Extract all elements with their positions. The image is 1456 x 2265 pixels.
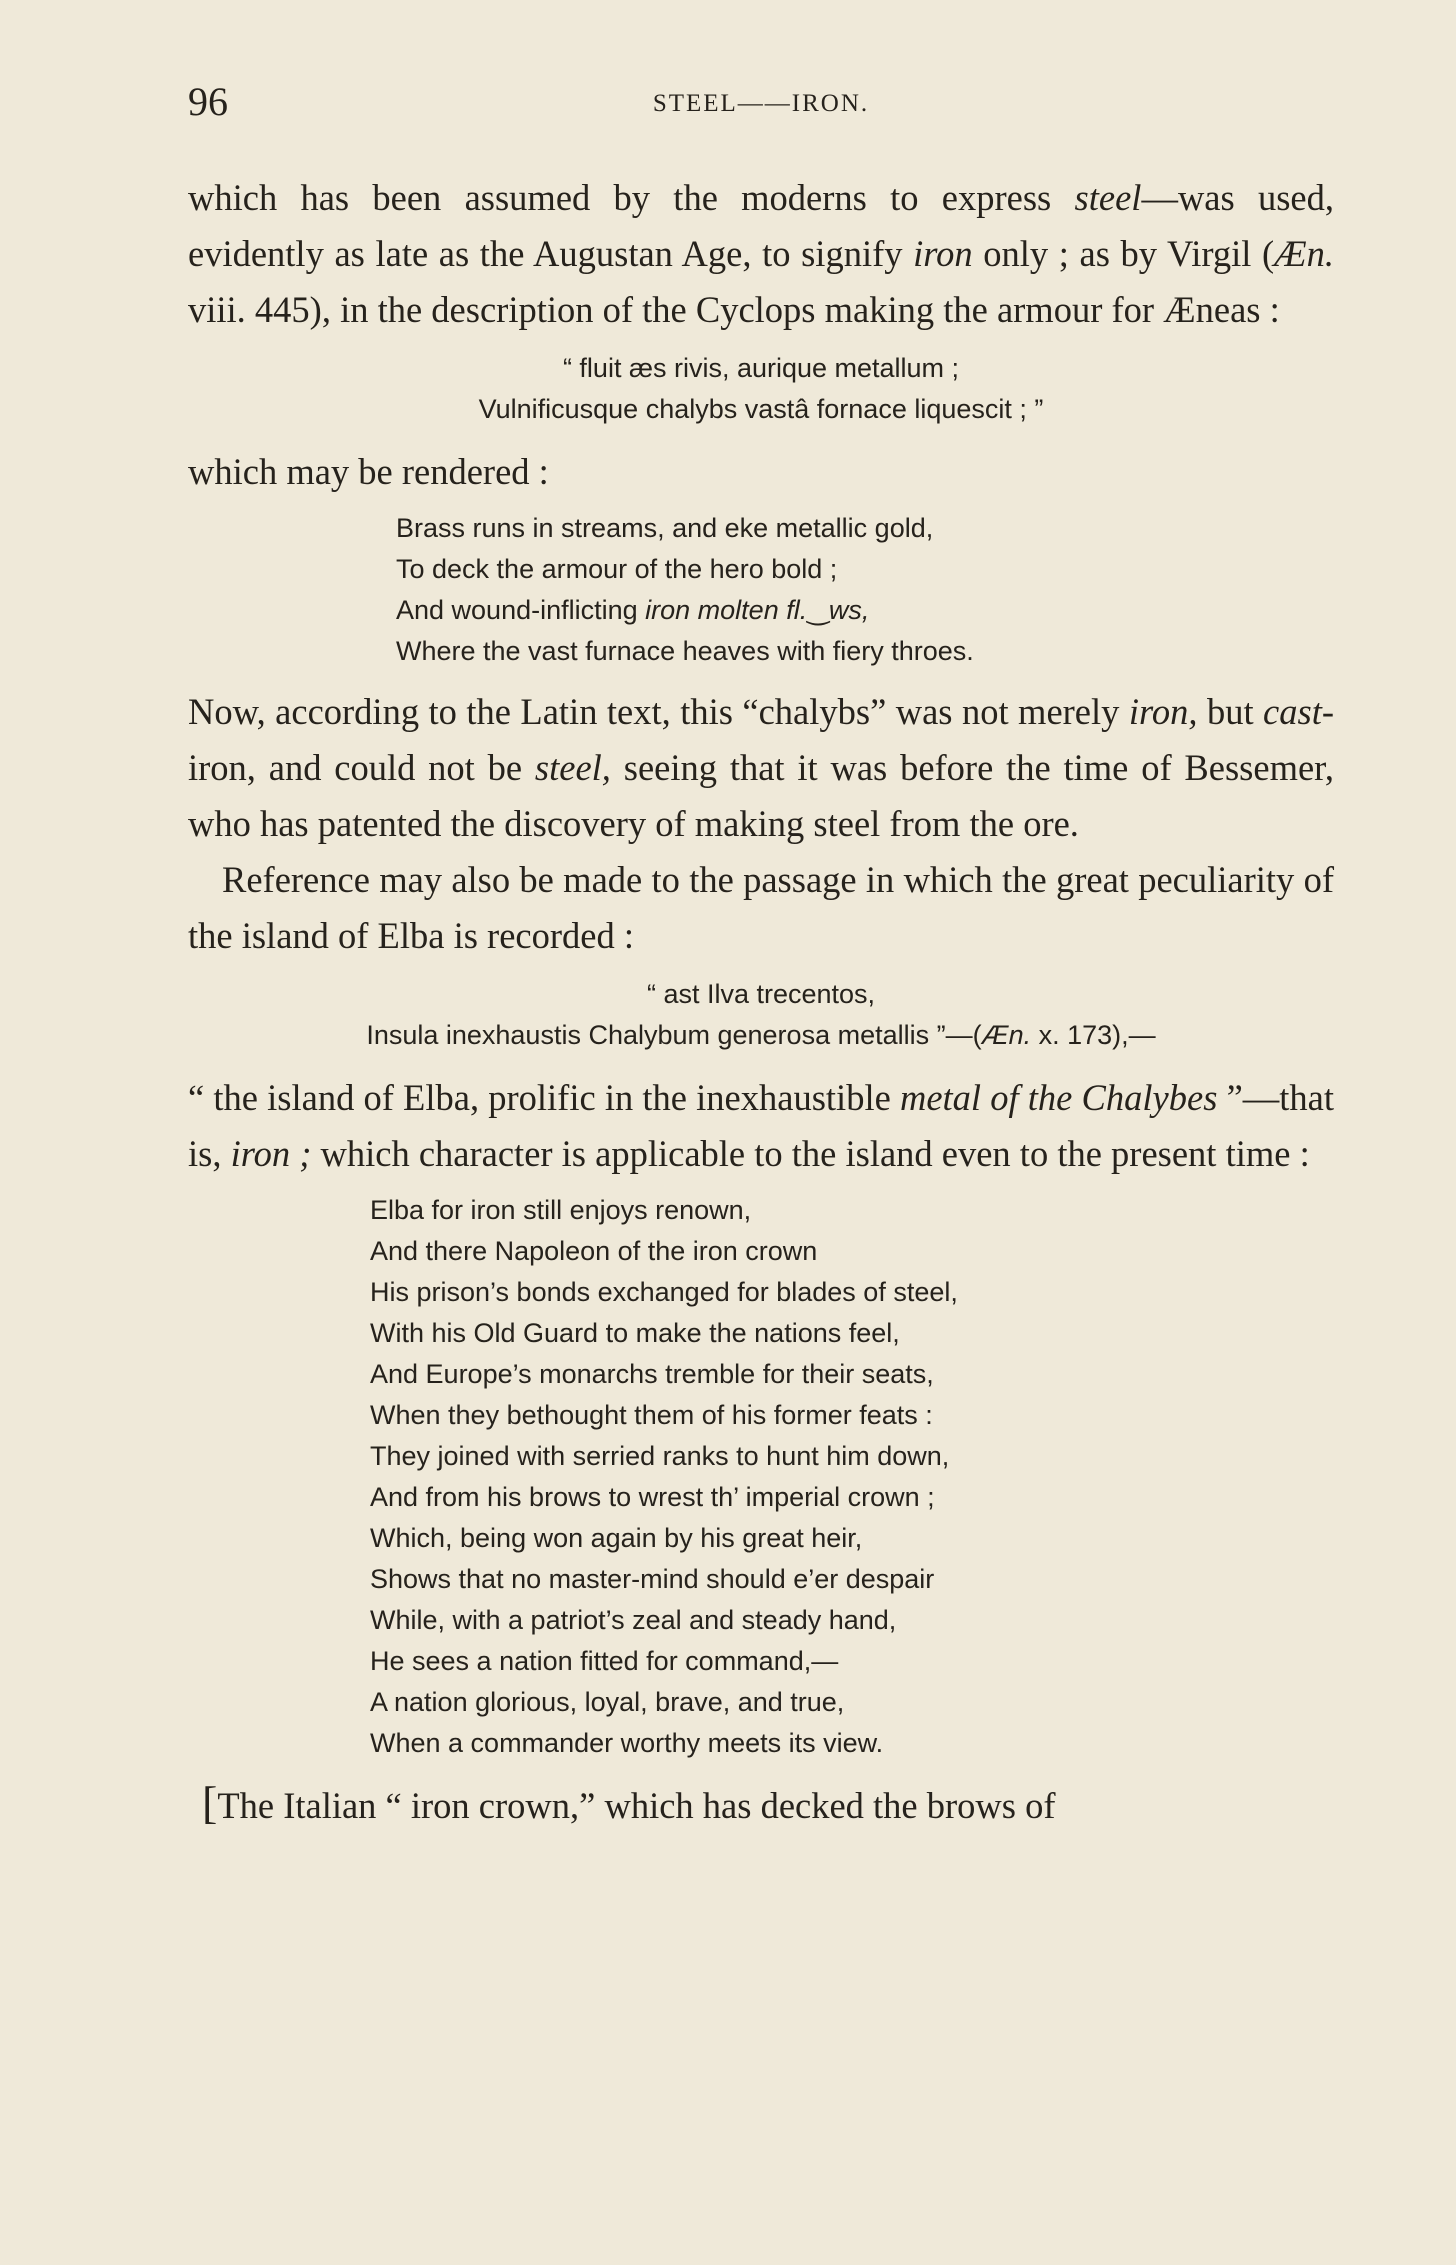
text-run: which character is applicable to the island even to the present time : [311,1133,1310,1174]
text-run: -iron, and could not be [188,691,1334,788]
text-run: but [1197,691,1264,732]
quote-line: To deck the armour of the hero bold ; [396,554,838,584]
poem-line: Which, being won again by his great heir, [370,1523,863,1553]
quote-line: Where the vast furnace heaves with fiery throes. [396,636,974,666]
paragraph-5 [188,1070,1334,1182]
quote-line [396,590,1334,631]
opening-bracket: [ [202,1777,218,1828]
latin-quote-2 [188,974,1334,1056]
text-run: “ the island of Elba, prolific in the inexhaustible [188,1077,900,1118]
paragraph-1 [188,170,1334,338]
poem-line: His prison’s bonds exchanged for blades of steel, [370,1277,958,1307]
italic-run: steel, [534,747,611,788]
poem-line: With his Old Guard to make the nations feel, [370,1318,900,1348]
text-run: —was used, evidently as late as the Augustan Age, to signify [188,177,1335,274]
quote-line: Brass runs in streams, and eke metallic gold, [396,513,934,543]
poem-line: And there Napoleon of the iron crown [370,1236,818,1266]
page-header [188,78,1334,128]
poem-line: While, with a patriot’s zeal and steady hand, [370,1605,897,1635]
quote-line: “ ast Ilva trecentos, [646,979,876,1009]
paragraph-6 [188,1778,1334,1834]
text-run: The Italian “ iron crown,” which has decked the brows of [217,1785,1056,1826]
italic-run: Æn. [1274,233,1334,274]
translation-quote [396,508,1334,672]
text-run: seeing that it was before the time of Bessemer, who has patented the discovery of making steel from the ore. [188,747,1334,844]
italic-run: metal of the Chalybes [899,1077,1218,1118]
italic-run: iron molten fl.‿ws, [645,595,870,625]
poem-line: When they bethought them of his former feats : [370,1400,933,1430]
italic-run: steel [1074,177,1142,218]
italic-run: iron ; [230,1133,312,1174]
poem-line: Elba for iron still enjoys renown, [370,1195,752,1225]
italic-run: Æn. [981,1020,1032,1050]
latin-quote-1 [188,348,1334,430]
italic-run: cast [1263,691,1322,732]
poem-line: And from his brows to wrest th’ imperial crown ; [370,1482,935,1512]
text-run: ”—that is, [188,1077,1335,1174]
quote-line: “ fluit æs rivis, aurique metallum ; [562,353,960,383]
poem-line: A nation glorious, loyal, brave, and true, [370,1687,845,1717]
italic-run: iron [913,233,973,274]
italic-run: iron, [1128,691,1198,732]
poem-line: He sees a nation fitted for command,— [370,1646,839,1676]
text-run: which has been assumed by the moderns to express [188,177,1075,218]
paragraph-4: Reference may also be made to the passage in which the great peculiarity of the island of Elba is recorded : [188,859,1334,956]
paragraph-3 [188,684,1334,852]
poem-line: And Europe’s monarchs tremble for their seats, [370,1359,934,1389]
paragraph-2: which may be rendered : [188,451,549,492]
page-number: 96 [188,79,228,124]
quote-line [188,1015,1334,1056]
body-text [188,170,1334,1834]
text-run: Insula inexhaustis Chalybum generosa metallis ”—( [366,1020,982,1050]
poem-line: When a commander worthy meets its view. [370,1728,884,1758]
text-run: Now, according to the Latin text, this “chalybs” was not merely [188,691,1129,732]
text-run: x. 173),— [1031,1020,1156,1050]
text-run: And wound-inflicting [396,595,646,625]
text-run: viii. 445), in the description of the Cyclops making the armour for Æneas : [188,289,1280,330]
poem-line: They joined with serried ranks to hunt him down, [370,1441,950,1471]
quote-line: Vulnificusque chalybs vastâ fornace liquescit ; ” [478,394,1044,424]
poem [370,1190,1334,1764]
text-run: only ; as by Virgil ( [972,233,1275,274]
running-head: STEEL——IRON. [652,90,870,117]
poem-line: Shows that no master-mind should e’er despair [370,1564,935,1594]
